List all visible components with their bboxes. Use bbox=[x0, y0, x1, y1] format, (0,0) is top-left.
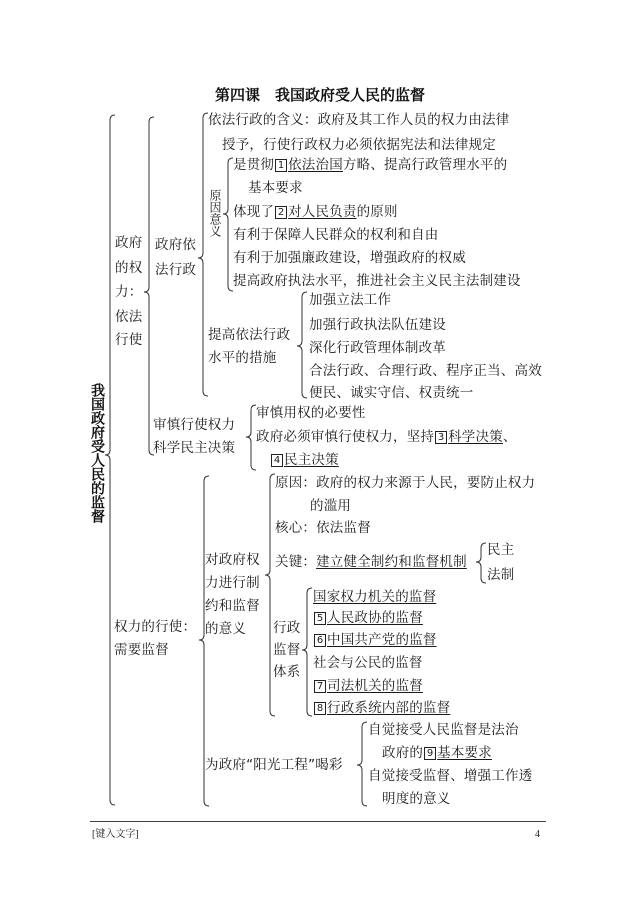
branch2-label-line: 需要监督 bbox=[114, 642, 169, 658]
system-item-text: 国家权力机关的监督 bbox=[313, 589, 437, 605]
branch2-label-line: 权力的行使： bbox=[114, 619, 197, 635]
key-text: 建立健全制约和监督机制 bbox=[316, 554, 467, 570]
answer-marker: 6 bbox=[314, 634, 326, 647]
branch1-label-line: 行使 bbox=[115, 332, 143, 348]
answer-text: 对人民负责 bbox=[288, 204, 357, 220]
branch1-label-line: 力： bbox=[115, 284, 143, 300]
measure-item: 深化行政管理体制改革 bbox=[309, 340, 446, 356]
sunshine-prefix: 政府的 bbox=[382, 745, 424, 761]
answer-text: 基本要求 bbox=[437, 745, 492, 761]
reason-prefix: 体现了 bbox=[233, 204, 275, 220]
brace-root bbox=[105, 115, 115, 805]
reason-item: 有利于保障人民群众的权利和自由 bbox=[233, 227, 439, 243]
brace-key-branches bbox=[476, 543, 486, 583]
answer-text: 中国共产党的监督 bbox=[327, 632, 437, 648]
reason-item: 有利于加强廉政建设，增强政府的权威 bbox=[233, 250, 466, 266]
significance-label-line: 力进行制 bbox=[205, 575, 260, 591]
reason-suffix: 方略、提高行政管理水平的 bbox=[342, 157, 508, 173]
measure-item: 合法行政、合理行政、程序正当、高效 bbox=[309, 363, 542, 379]
reason-item bbox=[233, 156, 507, 174]
answer-marker: 3 bbox=[435, 431, 447, 444]
system-label-line: 监督 bbox=[273, 642, 301, 658]
key-prefix: 关键： bbox=[275, 554, 317, 570]
brace-admin-by-law bbox=[198, 113, 208, 396]
key-branch: 法制 bbox=[487, 567, 515, 583]
supervision-core: 核心：依法监督 bbox=[275, 520, 371, 536]
key-branch: 民主 bbox=[487, 542, 515, 558]
significance-label-line: 对政府权 bbox=[205, 552, 260, 568]
answer-marker: 1 bbox=[275, 159, 287, 172]
brace-admin-system bbox=[302, 588, 312, 716]
answer-marker: 9 bbox=[424, 747, 436, 760]
reason-item: 提高政府执法水平，推进社会主义民主法制建设 bbox=[233, 273, 521, 289]
system-label-line: 体系 bbox=[273, 664, 301, 680]
system-label-line: 行政 bbox=[273, 620, 301, 636]
system-item bbox=[313, 588, 436, 606]
brace-prudent bbox=[246, 405, 256, 470]
reason-item bbox=[233, 203, 398, 221]
sunshine-line: 明度的意义 bbox=[382, 791, 451, 807]
measure-item: 加强行政执法队伍建设 bbox=[309, 317, 446, 333]
significance-label-line: 的意义 bbox=[205, 621, 247, 637]
measures-label-line: 水平的措施 bbox=[208, 350, 277, 366]
answer-text: 民主决策 bbox=[284, 452, 339, 468]
branch1-label-line: 政府 bbox=[115, 235, 143, 251]
system-item bbox=[313, 677, 423, 695]
prudent-item: 审慎用权的必要性 bbox=[256, 405, 366, 421]
brace-sunshine bbox=[357, 722, 367, 806]
reason-suffix: 的原则 bbox=[356, 204, 398, 220]
page-number: 4 bbox=[535, 829, 540, 840]
admin-by-law-label-line: 法行政 bbox=[155, 262, 197, 278]
prudent-label-line: 科学民主决策 bbox=[153, 440, 236, 456]
branch1-label-line: 的权 bbox=[115, 260, 143, 276]
answer-text: 司法机关的监督 bbox=[327, 678, 423, 694]
brace-power-by-law bbox=[144, 117, 154, 455]
answer-marker: 4 bbox=[271, 454, 283, 467]
answer-text: 行政系统内部的监督 bbox=[327, 700, 451, 716]
measure-item: 便民、诚实守信、权责统一 bbox=[309, 385, 474, 401]
reason-significance-label: 原因意义 bbox=[208, 189, 222, 237]
supervision-reason-line: 原因：政府的权力来源于人民，要防止权力 bbox=[275, 475, 536, 491]
sunshine-line: 自觉接受监督、增强工作透 bbox=[368, 768, 533, 784]
prudent-prefix: 政府必须审慎行使权力，坚持 bbox=[256, 429, 435, 445]
supervision-reason-line: 的滥用 bbox=[310, 498, 352, 514]
measures-label-line: 提高依法行政 bbox=[208, 327, 291, 343]
reason-prefix: 是贯彻 bbox=[233, 157, 275, 173]
admin-by-law-label-line: 政府依 bbox=[155, 237, 197, 253]
supervision-key bbox=[275, 553, 467, 571]
prudent-item bbox=[270, 451, 339, 469]
root-topic-label: 我国政府受人民的监督 bbox=[89, 383, 105, 523]
system-item bbox=[313, 631, 437, 649]
system-item: 社会与公民的监督 bbox=[313, 655, 423, 671]
prudent-item bbox=[256, 428, 517, 446]
answer-marker: 7 bbox=[314, 680, 326, 693]
sunshine-line: 自觉接受人民监督是法治 bbox=[368, 722, 519, 738]
measure-item: 加强立法工作 bbox=[309, 292, 392, 308]
footer-rule bbox=[90, 821, 546, 822]
lesson-title: 第四课 我国政府受人民的监督 bbox=[214, 86, 425, 104]
answer-text: 依法治国 bbox=[288, 157, 343, 173]
sunshine-label: 为政府“阳光工程”喝彩 bbox=[205, 757, 343, 773]
brace-reasons bbox=[223, 158, 233, 291]
reason-continuation: 基本要求 bbox=[248, 180, 303, 196]
prudent-suffix: 、 bbox=[502, 429, 517, 445]
answer-marker: 2 bbox=[275, 206, 287, 219]
answer-text: 人民政协的监督 bbox=[327, 610, 423, 626]
answer-text: 科学决策 bbox=[448, 429, 503, 445]
prudent-label-line: 审慎行使权力 bbox=[153, 417, 236, 433]
system-item bbox=[313, 699, 450, 717]
meaning-line: 授予，行使行政权力必须依据宪法和法律规定 bbox=[222, 137, 496, 153]
brace-measures bbox=[297, 292, 307, 398]
branch1-label-line: 依法 bbox=[115, 309, 143, 325]
answer-marker: 8 bbox=[314, 702, 326, 715]
sunshine-line bbox=[382, 744, 492, 762]
system-item bbox=[313, 609, 423, 627]
significance-label-line: 约和监督 bbox=[205, 598, 260, 614]
answer-marker: 5 bbox=[314, 612, 326, 625]
meaning-line: 依法行政的含义：政府及其工作人员的权力由法律 bbox=[208, 112, 510, 128]
footer-placeholder: [键入文字] bbox=[92, 829, 139, 840]
